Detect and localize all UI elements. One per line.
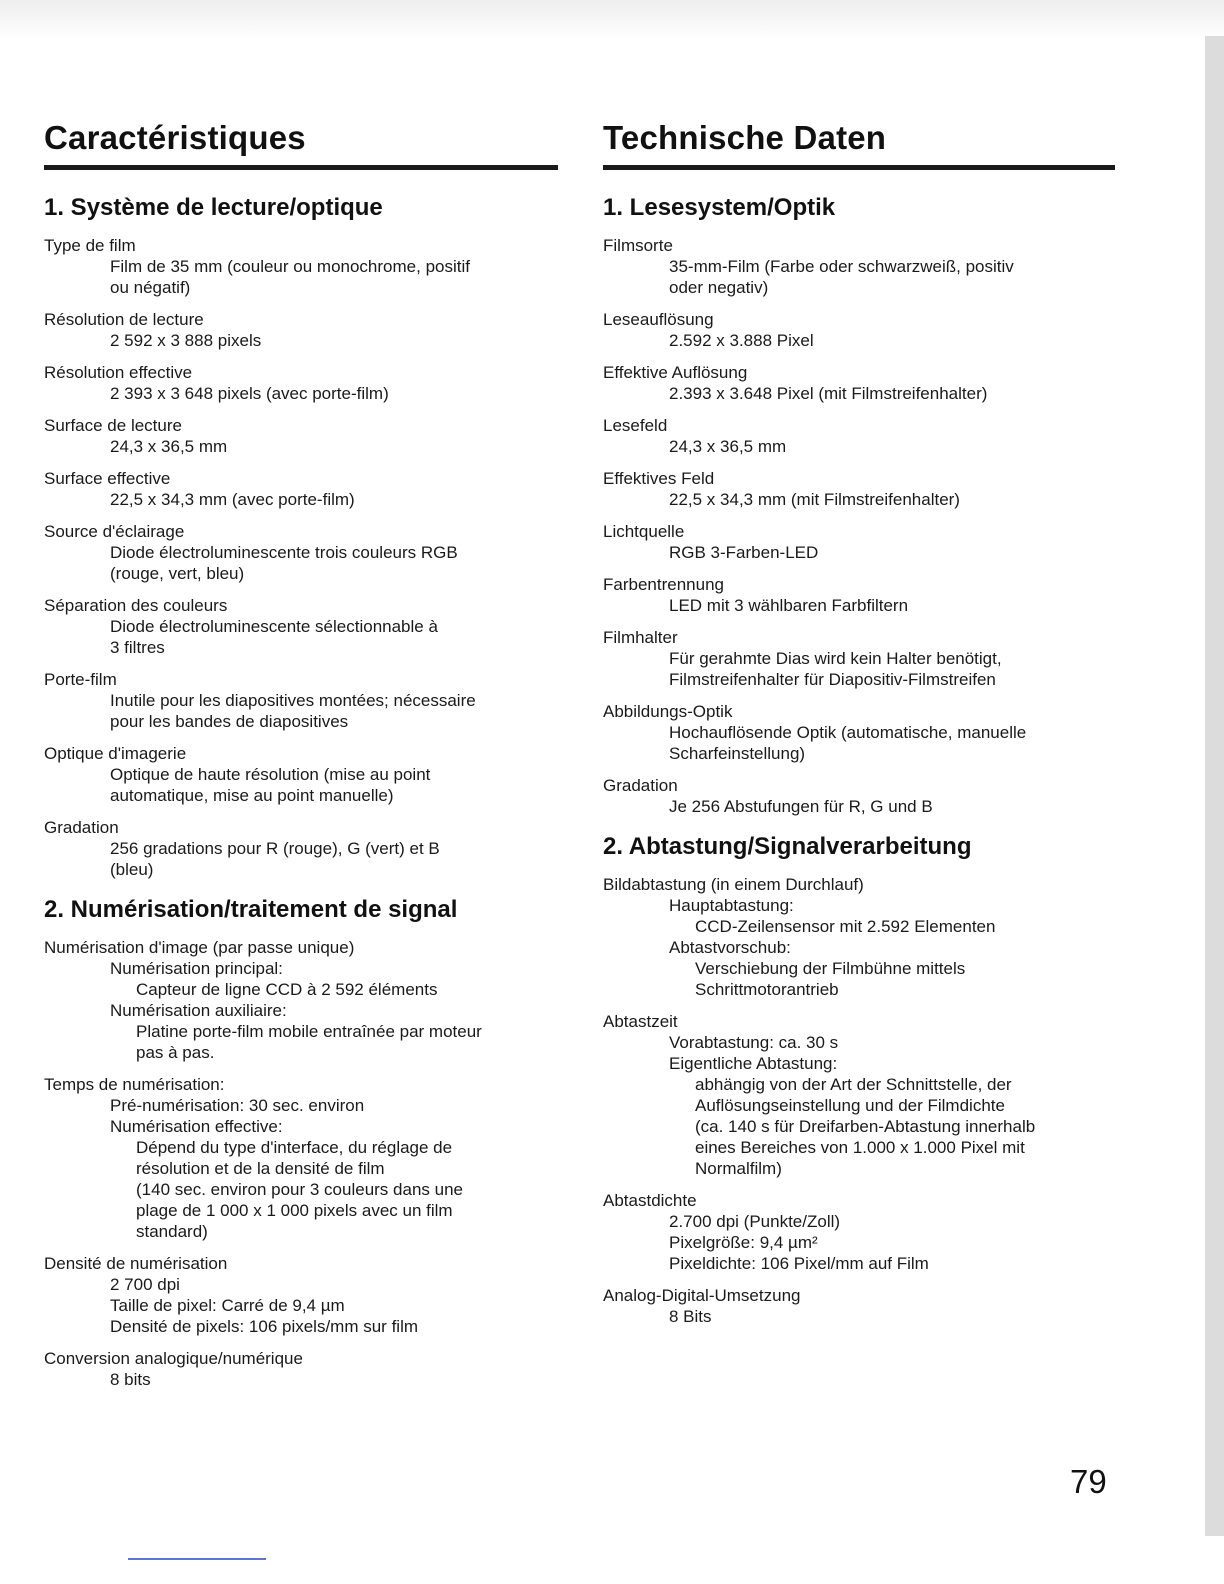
spec-value: (bleu)	[110, 860, 154, 879]
spec-entry-ad-conversion	[603, 1285, 1115, 1327]
spec-entry-image-scanning	[603, 874, 1115, 1000]
spec-subvalue: plage de 1 000 x 1 000 pixels avec un film	[136, 1201, 453, 1220]
spec-entry-film-holder	[603, 627, 1115, 690]
spec-term: Optique d'imagerie	[44, 744, 187, 763]
spec-term: Surface de lecture	[44, 416, 182, 435]
scan-right-edge	[1205, 36, 1224, 1536]
spec-subvalue: pas à pas.	[136, 1043, 215, 1062]
spec-entry-image-scanning	[44, 937, 558, 1063]
german-section-2-heading: 2. Abtastung/Signalverarbeitung	[603, 833, 972, 860]
spec-subvalue: (ca. 140 s für Dreifarben-Abtastung innerhalb	[695, 1117, 1036, 1136]
spec-value: Taille de pixel: Carré de 9,4 µm	[110, 1296, 345, 1315]
spec-value: 2.592 x 3.888 Pixel	[669, 331, 814, 350]
spec-term: Gradation	[44, 818, 119, 837]
spec-entry-color-separation	[603, 574, 1115, 616]
spec-value: Scharfeinstellung)	[669, 744, 806, 763]
spec-value: Numérisation effective:	[110, 1117, 283, 1136]
spec-entry-scanning-density	[603, 1190, 1115, 1274]
spec-value: Für gerahmte Dias wird kein Halter benötigt,	[669, 649, 1002, 668]
spec-value: Diode électroluminescente trois couleurs RGB	[110, 543, 458, 562]
spec-term: Farbentrennung	[603, 575, 724, 594]
french-section-1-heading: 1. Système de lecture/optique	[44, 194, 383, 221]
spec-value: Optique de haute résolution (mise au point	[110, 765, 431, 784]
spec-entry-light-source	[603, 521, 1115, 563]
spec-term: Effektives Feld	[603, 469, 715, 488]
spec-entry-scanning-density	[44, 1253, 558, 1337]
french-section-2-heading: 2. Numérisation/traitement de signal	[44, 896, 458, 923]
spec-value: 24,3 x 36,5 mm	[669, 437, 787, 456]
german-title-rule	[603, 165, 1115, 170]
spec-term: Abtastzeit	[603, 1012, 678, 1031]
spec-term: Surface effective	[44, 469, 171, 488]
spec-subvalue: Dépend du type d'interface, du réglage de	[136, 1138, 453, 1157]
spec-term: Lichtquelle	[603, 522, 685, 541]
scan-bottom-margin	[0, 1536, 1224, 1584]
spec-term: Conversion analogique/numérique	[44, 1349, 303, 1368]
french-column	[44, 112, 558, 1401]
spec-value: 8 bits	[110, 1370, 151, 1389]
spec-value: Hochauflösende Optik (automatische, manuelle	[669, 723, 1027, 742]
spec-term: Résolution de lecture	[44, 310, 204, 329]
spec-subvalue: (140 sec. environ pour 3 couleurs dans une	[136, 1180, 463, 1199]
spec-subvalue: Auflösungseinstellung und der Filmdichte	[695, 1096, 1005, 1115]
french-title-rule	[44, 165, 558, 170]
spec-subvalue: standard)	[136, 1222, 208, 1241]
spec-entry-reading-area	[603, 415, 1115, 457]
spec-subvalue: Normalfilm)	[695, 1159, 782, 1178]
spec-subvalue: CCD-Zeilensensor mit 2.592 Elementen	[695, 917, 996, 936]
scan-top-shading	[0, 0, 1224, 40]
spec-entry-reading-resolution	[603, 309, 1115, 351]
spec-entry-film-holder	[44, 669, 558, 732]
spec-term: Temps de numérisation:	[44, 1075, 225, 1094]
spec-subvalue: abhängig von der Art der Schnittstelle, der	[695, 1075, 1012, 1094]
spec-term: Numérisation d'image (par passe unique)	[44, 938, 355, 957]
spec-value: Abtastvorschub:	[669, 938, 791, 957]
spec-value: Film de 35 mm (couleur ou monochrome, positif	[110, 257, 470, 276]
spec-entry-effective-resolution	[603, 362, 1115, 404]
spec-value: Inutile pour les diapositives montées; nécessaire	[110, 691, 476, 710]
spec-value: (rouge, vert, bleu)	[110, 564, 245, 583]
spec-value: Eigentliche Abtastung:	[669, 1054, 838, 1073]
german-column	[603, 112, 1115, 1338]
spec-term: Source d'éclairage	[44, 522, 185, 541]
spec-value: Pixelgröße: 9,4 µm²	[669, 1233, 818, 1252]
spec-subvalue: Verschiebung der Filmbühne mittels	[695, 959, 966, 978]
spec-entry-reading-resolution	[44, 309, 558, 351]
spec-subvalue: résolution et de la densité de film	[136, 1159, 385, 1178]
page-number: 79	[1070, 1463, 1107, 1500]
spec-entry-gradation	[603, 775, 1115, 817]
spec-value: 35-mm-Film (Farbe oder schwarzweiß, positiv	[669, 257, 1014, 276]
spec-value: Densité de pixels: 106 pixels/mm sur film	[110, 1317, 419, 1336]
spec-term: Type de film	[44, 236, 136, 255]
spec-value: Pixeldichte: 106 Pixel/mm auf Film	[669, 1254, 929, 1273]
spec-subvalue: Schrittmotorantrieb	[695, 980, 839, 999]
spec-entry-imaging-optics	[603, 701, 1115, 764]
spec-value: 2 393 x 3 648 pixels (avec porte-film)	[110, 384, 389, 403]
spec-term: Filmsorte	[603, 236, 673, 255]
spec-value: oder negativ)	[669, 278, 769, 297]
spec-term: Gradation	[603, 776, 678, 795]
spec-term: Bildabtastung (in einem Durchlauf)	[603, 875, 864, 894]
spec-term: Résolution effective	[44, 363, 193, 382]
spec-term: Abbildungs-Optik	[603, 702, 733, 721]
spec-term: Leseauflösung	[603, 310, 714, 329]
spec-subvalue: Capteur de ligne CCD à 2 592 éléments	[136, 980, 438, 999]
spec-value: 8 Bits	[669, 1307, 712, 1326]
spec-term: Séparation des couleurs	[44, 596, 228, 615]
german-section-1-heading: 1. Lesesystem/Optik	[603, 194, 836, 221]
spec-value: 2 700 dpi	[110, 1275, 180, 1294]
spec-value: 2.393 x 3.648 Pixel (mit Filmstreifenhalter)	[669, 384, 988, 403]
spec-entry-effective-resolution	[44, 362, 558, 404]
spec-value: 3 filtres	[110, 638, 165, 657]
spec-entry-reading-area	[44, 415, 558, 457]
spec-entry-imaging-optics	[44, 743, 558, 806]
spec-entry-film-type	[603, 235, 1115, 298]
spec-value: Diode électroluminescente sélectionnable à	[110, 617, 438, 636]
spec-value: automatique, mise au point manuelle)	[110, 786, 394, 805]
spec-value: 2.700 dpi (Punkte/Zoll)	[669, 1212, 841, 1231]
spec-subvalue: eines Bereiches von 1.000 x 1.000 Pixel mit	[695, 1138, 1025, 1157]
spec-value: 24,3 x 36,5 mm	[110, 437, 228, 456]
spec-value: Filmstreifenhalter für Diapositiv-Filmstreifen	[669, 670, 996, 689]
spec-value: 256 gradations pour R (rouge), G (vert) et B	[110, 839, 440, 858]
spec-value: Hauptabtastung:	[669, 896, 794, 915]
spec-value: Pré-numérisation: 30 sec. environ	[110, 1096, 365, 1115]
spec-subvalue: Platine porte-film mobile entraînée par moteur	[136, 1022, 482, 1041]
spec-value: Vorabtastung: ca. 30 s	[669, 1033, 839, 1052]
spec-value: Je 256 Abstufungen für R, G und B	[669, 797, 933, 816]
spec-value: Numérisation auxiliaire:	[110, 1001, 287, 1020]
spec-term: Porte-film	[44, 670, 117, 689]
spec-entry-color-separation	[44, 595, 558, 658]
french-title: Caractéristiques	[44, 119, 306, 156]
spec-term: Filmhalter	[603, 628, 678, 647]
spec-term: Analog-Digital-Umsetzung	[603, 1286, 801, 1305]
spec-value: LED mit 3 wählbaren Farbfiltern	[669, 596, 909, 615]
spec-entry-effective-area	[44, 468, 558, 510]
spec-term: Abtastdichte	[603, 1191, 697, 1210]
spec-entry-scanning-time	[603, 1011, 1115, 1179]
spec-value: 22,5 x 34,3 mm (avec porte-film)	[110, 490, 355, 509]
spec-entry-light-source	[44, 521, 558, 584]
spec-value: 22,5 x 34,3 mm (mit Filmstreifenhalter)	[669, 490, 960, 509]
spec-entry-gradation	[44, 817, 558, 880]
spec-entry-ad-conversion	[44, 1348, 558, 1390]
spec-entry-scanning-time	[44, 1074, 558, 1242]
spec-term: Lesefeld	[603, 416, 668, 435]
spec-term: Densité de numérisation	[44, 1254, 228, 1273]
spec-value: Numérisation principal:	[110, 959, 283, 978]
spec-value: RGB 3-Farben-LED	[669, 543, 819, 562]
spec-entry-effective-area	[603, 468, 1115, 510]
spec-value: ou négatif)	[110, 278, 191, 297]
scan-bottom-mark	[128, 1558, 266, 1560]
spec-value: pour les bandes de diapositives	[110, 712, 349, 731]
spec-entry-film-type	[44, 235, 558, 298]
spec-value: 2 592 x 3 888 pixels	[110, 331, 262, 350]
spec-term: Effektive Auflösung	[603, 363, 748, 382]
german-title: Technische Daten	[603, 119, 887, 156]
